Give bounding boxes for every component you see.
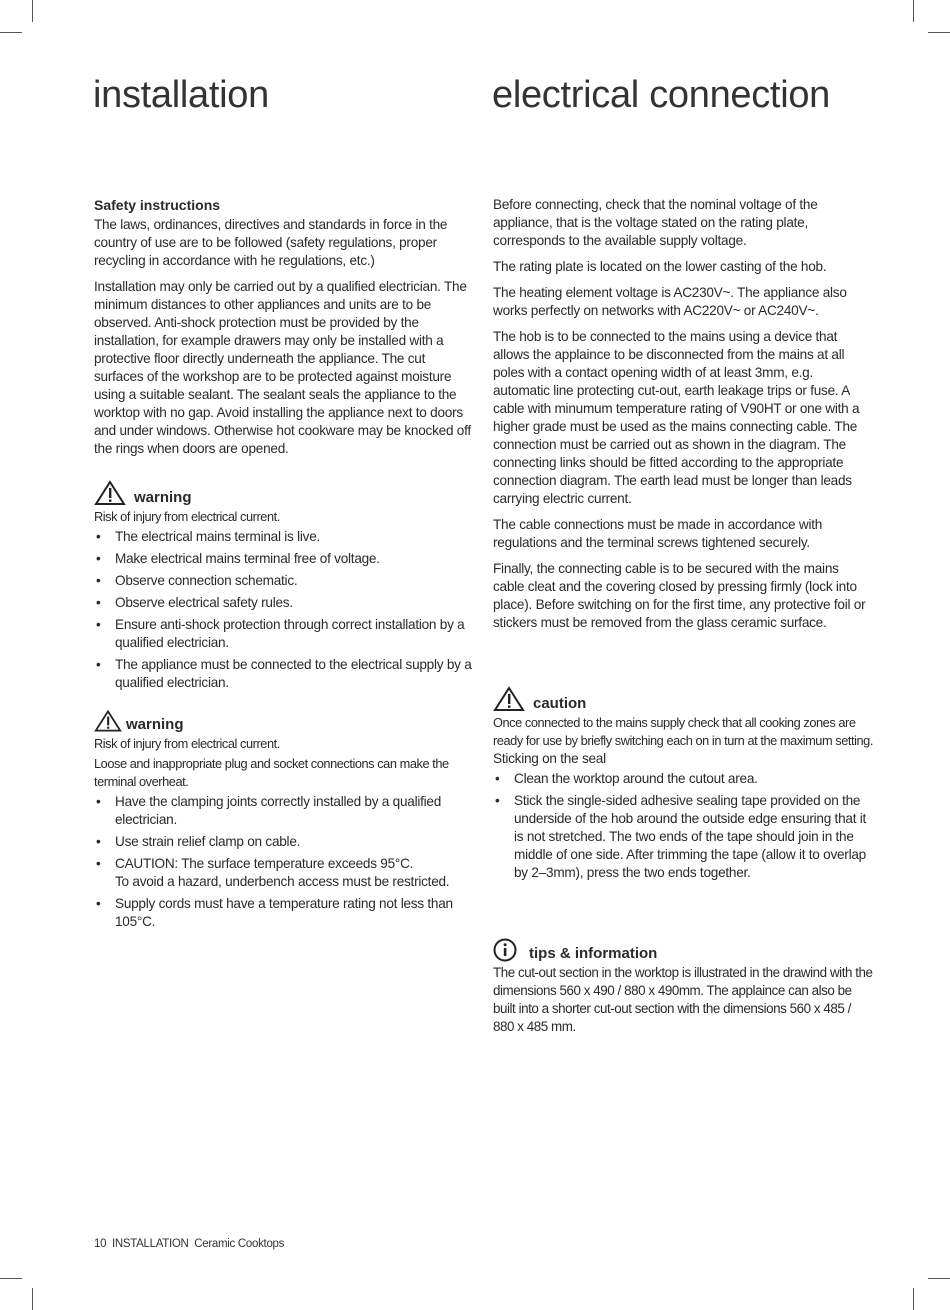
warning-triangle-icon [94,709,122,733]
list-item: • Use strain relief clamp on cable. [94,833,474,851]
warning-heading: warning [134,489,192,506]
list-item-text: To avoid a hazard, underbench access must be restricted. [115,874,450,889]
list-item: • Observe electrical safety rules. [94,594,474,612]
warning-list [94,793,474,931]
caution-heading: caution [533,695,587,712]
crop-mark [32,1288,33,1310]
warning-intro: Risk of injury from electrical current. [94,509,280,524]
crop-mark [913,1288,914,1310]
crop-mark [0,1278,22,1279]
list-item: • Make electrical mains terminal free of voltage. [94,550,474,568]
paragraph: The hob is to be connected to the mains using a device that allows the applaince to be disconnected from the mains at all poles with a contact opening width of at least 3mm, e.g. automatic line protecting cut-out, earth leakage trips or fuse. A cable with minumum temperature rating of V90HT or one with a higher grade must be used as the mains connecting cable. The connection must be carried out as shown in the diagram. The connecting links should be fitted according to the appropriate connection diagram. The earth lead must be longer than leads carrying electric current. [493,329,860,506]
tips-heading: tips & information [529,945,658,962]
warning-section-2 [94,709,474,935]
footer-section: INSTALLATION [112,1238,189,1250]
paragraph: The cable connections must be made in accordance with regulations and the terminal screws tightened securely. [493,517,823,550]
caution-subheading: Sticking on the seal [493,751,606,766]
crop-mark [913,0,914,22]
installation-title: installation [93,74,269,116]
warning-triangle-icon [493,686,525,712]
crop-mark [32,0,33,22]
caution-list [493,770,873,882]
list-item: • Have the clamping joints correctly installed by a qualified electrician. [94,793,474,829]
paragraph: The rating plate is located on the lower casting of the hob. [493,259,827,274]
list-item: • Supply cords must have a temperature rating not less than 105°C. [94,895,474,931]
safety-instructions-section [94,196,474,466]
warning-intro-2: Loose and inappropriate plug and socket connections can make the terminal overheat. [94,756,449,789]
crop-mark [928,1278,950,1279]
section-heading: Safety instructions [94,197,221,213]
paragraph: The laws, ordinances, directives and standards in force in the country of use are to be followed (safety regulations, proper recycling in accordance with he regulations, etc.) [94,217,448,268]
footer-product: Ceramic Cooktops [194,1238,285,1250]
paragraph: Before connecting, check that the nominal voltage of the appliance, that is the voltage stated on the rating plate, corresponds to the available supply voltage. [493,197,818,248]
page-footer [94,1238,284,1250]
paragraph: The heating element voltage is AC230V~. The appliance also works perfectly on networks with AC220V~ or AC240V~. [493,285,847,318]
list-item: • Stick the single-sided adhesive sealing tape provided on the underside of the hob around the outside edge ensuring that it is not stretched. The two ends of the tape should join in the middle of one side. After trimming the tape (allow it to overlap by 2–3mm), press the two ends together. [493,792,873,882]
list-item: • The appliance must be connected to the electrical supply by a qualified electrician. [94,656,474,692]
tips-text: The cut-out section in the worktop is illustrated in the drawind with the dimensions 560 x 490 / 880 x 490mm. The applaince can also be built into a shorter cut-out section with the dimensions 560 x 485 / 880 x 485 mm. [493,965,873,1034]
tips-section [493,938,873,1036]
paragraph: Installation may only be carried out by a qualified electrician. The minimum distances to other appliances and units are to be observed. Anti-shock protection must be provided by the installation, for example drawers may only be installed with a protective floor directly underneath the appliance. The cut surfaces of the workshop are to be protected against moisture using a suitable sealant. The sealant seals the appliance to the worktop with no gap. Avoid installing the appliance next to doors and under windows. Otherwise hot cookware may be knocked off the rings when doors are opened. [94,279,471,456]
caution-intro: Once connected to the mains supply check that all cooking zones are ready for use by briefly switching each on in turn at the maximum setting. [493,715,873,748]
warning-heading: warning [126,716,184,733]
electrical-connection-title: electrical connection [492,74,831,116]
info-icon [493,938,517,962]
warning-list [94,528,474,692]
list-item [94,855,474,891]
list-item: • The electrical mains terminal is live. [94,528,474,546]
crop-mark [0,32,22,33]
crop-mark [928,32,950,33]
warning-intro: Risk of injury from electrical current. [94,736,280,751]
caution-section [493,686,873,886]
warning-section-1 [94,480,474,696]
list-item: • Observe connection schematic. [94,572,474,590]
paragraph: Finally, the connecting cable is to be secured with the mains cable cleat and the covering closed by pressing firmly (lock into place). Before switching on for the first time, any protective foil or stickers must be removed from the glass ceramic surface. [493,561,866,630]
list-item: • Clean the worktop around the cutout area. [493,770,873,788]
page-number: 10 [94,1238,107,1250]
electrical-connection-section [493,196,873,640]
list-item-text: CAUTION: The surface temperature exceeds 95°C. [115,856,414,871]
list-item: • Ensure anti-shock protection through correct installation by a qualified electrician. [94,616,474,652]
warning-triangle-icon [94,480,126,506]
